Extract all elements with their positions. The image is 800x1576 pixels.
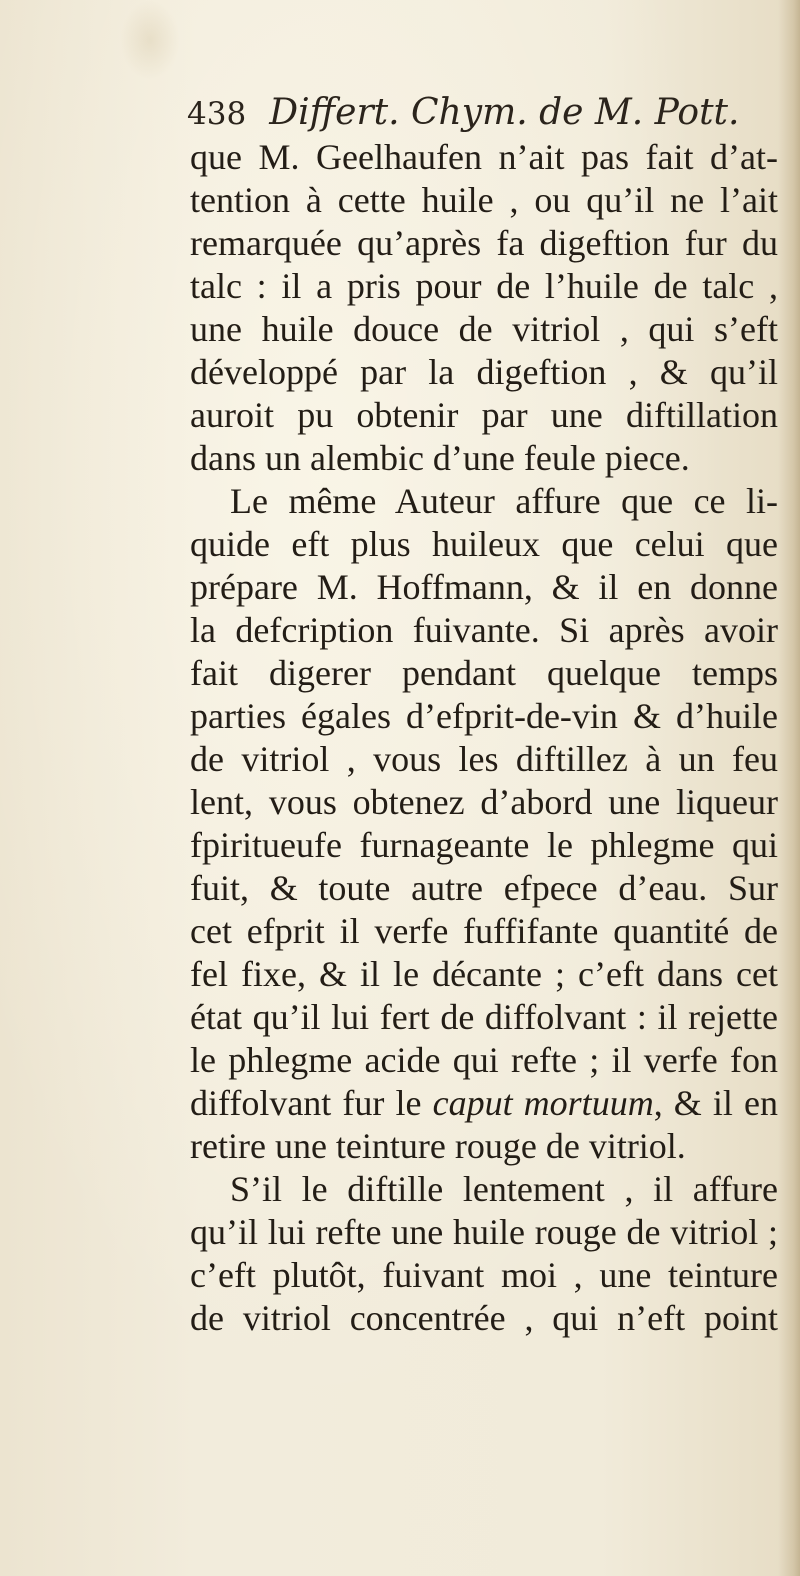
text-line: fpiritueufe furnageante le phlegme qui	[190, 825, 778, 865]
paragraph-start-line: S’il le diftille lentement , il affure	[230, 1169, 778, 1209]
text-segment: , & il en	[653, 1083, 778, 1123]
text-line: développé par la digeftion , & qu’il	[190, 352, 778, 392]
text-line: remarquée qu’après fa digeftion fur du	[190, 223, 778, 263]
page-edge-shadow	[778, 0, 800, 1576]
text-line: de vitriol concentrée , qui n’eft point	[190, 1298, 778, 1338]
text-line: la defcription fuivante. Si après avoir	[190, 610, 778, 650]
text-line: que M. Geelhaufen n’ait pas fait d’at-	[190, 137, 778, 177]
paragraph-end-line: dans un alembic d’une feule piece.	[190, 438, 690, 478]
text-line: quide eft plus huileux que celui que	[190, 524, 778, 564]
text-line: tention à cette huile , ou qu’il ne l’ait	[190, 180, 778, 220]
text-line: lent, vous obtenez d’abord une liqueur	[190, 782, 778, 822]
running-title: Differt. Chym. de M. Pott.	[269, 92, 740, 133]
text-line: fait digerer pendant quelque temps	[190, 653, 778, 693]
body-text	[190, 136, 778, 1340]
text-line: cet efprit il verfe fuffifante quantité de	[190, 911, 778, 951]
text-line: le phlegme acide qui refte ; il verfe fon	[190, 1040, 778, 1080]
paragraph-start-line: Le même Auteur affure que ce li-	[230, 481, 778, 521]
text-line-with-italic	[190, 1082, 778, 1125]
text-line: parties égales d’efprit-de-vin & d’huile	[190, 696, 778, 736]
paragraph-end-line: retire une teinture rouge de vitriol.	[190, 1126, 686, 1166]
paper-stain	[120, 0, 180, 80]
italic-phrase: caput mortuum	[432, 1083, 654, 1123]
text-segment: diffolvant fur le	[190, 1083, 433, 1123]
text-line: qu’il lui refte une huile rouge de vitriol ;	[190, 1212, 778, 1252]
text-line: de vitriol , vous les diftillez à un feu	[190, 739, 778, 779]
text-line: état qu’il lui fert de diffolvant : il rejette	[190, 997, 778, 1037]
text-line: c’eft plutôt, fuivant moi , une teinture	[190, 1255, 778, 1295]
text-line: fuit, & toute autre efpece d’eau. Sur	[190, 868, 778, 908]
text-line: fel fixe, & il le décante ; c’eft dans cet	[190, 954, 778, 994]
text-line: talc : il a pris pour de l’huile de talc ,	[190, 266, 778, 306]
text-line: prépare M. Hoffmann, & il en donne	[190, 567, 778, 607]
page-number: 438	[187, 96, 247, 132]
text-line: auroit pu obtenir par une diftillation	[190, 395, 778, 435]
text-line: une huile douce de vitriol , qui s’eft	[190, 309, 778, 349]
